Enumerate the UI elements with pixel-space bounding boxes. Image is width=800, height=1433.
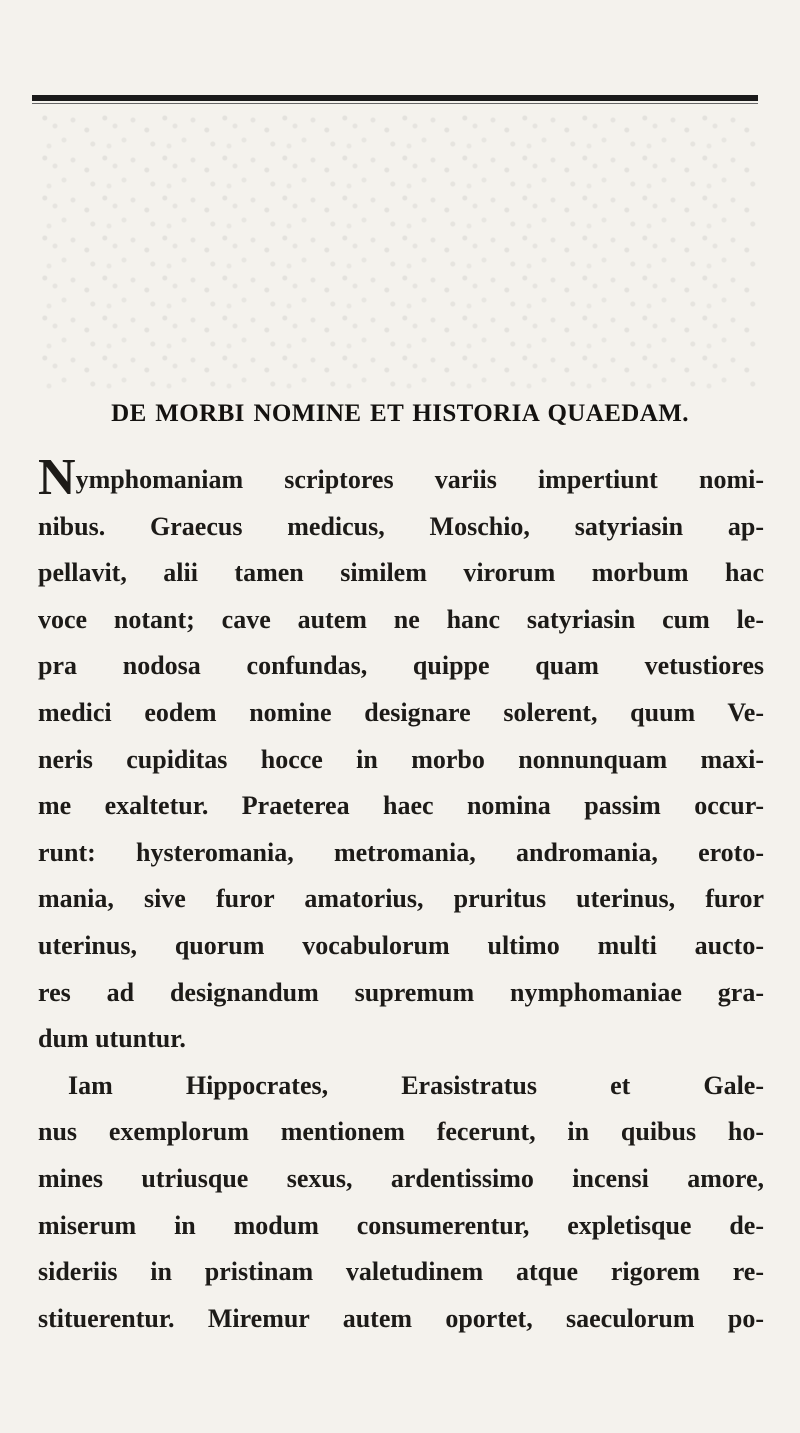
text-line: uterinus, quorum vocabulorum ultimo multi aucto- [38,930,764,960]
text-line: sideriis in pristinam valetudinem atque rigorem re- [38,1257,764,1287]
body-text [38,449,764,1342]
text-line: miserum in modum consumerentur, expletisque de- [38,1210,764,1240]
text-line: nibus. Graecus medicus, Moschio, satyriasin ap- [38,511,764,541]
text-line: neris cupiditas hocce in morbo nonnunquam maxi- [38,744,764,774]
top-rule-thin [32,103,758,104]
text-line: Nymphomaniam scriptores variis impertiunt nomi- [38,449,764,506]
page-heading: DE MORBI NOMINE ET HISTORIA QUAEDAM. [111,400,689,427]
text-line: nus exemplorum mentionem fecerunt, in quibus ho- [38,1117,764,1147]
bleed-through-area [40,112,760,392]
text-line: voce notant; cave autem ne hanc satyriasin cum le- [38,604,764,634]
text-line: res ad designandum supremum nymphomaniae gra- [38,977,764,1007]
text-line: Iam Hippocrates, Erasistratus et Gale- [68,1070,764,1100]
text-line: me exaltetur. Praeterea haec nomina passim occur- [38,791,764,821]
text-line: stituerentur. Miremur autem oportet, saeculorum po- [38,1303,764,1333]
top-rule [32,95,758,101]
drop-cap: N [38,449,76,506]
text-line: pellavit, alii tamen similem virorum morbum hac [38,558,764,588]
text-line: dum utuntur. [38,1024,186,1054]
text-line: pra nodosa confundas, quippe quam vetustiores [38,651,764,681]
text-line: runt: hysteromania, metromania, andromania, eroto- [38,837,764,867]
text-line: mines utriusque sexus, ardentissimo incensi amore, [38,1163,764,1193]
text-line: mania, sive furor amatorius, pruritus uterinus, furor [38,884,764,914]
text-line: medici eodem nomine designare solerent, quum Ve- [38,697,764,727]
